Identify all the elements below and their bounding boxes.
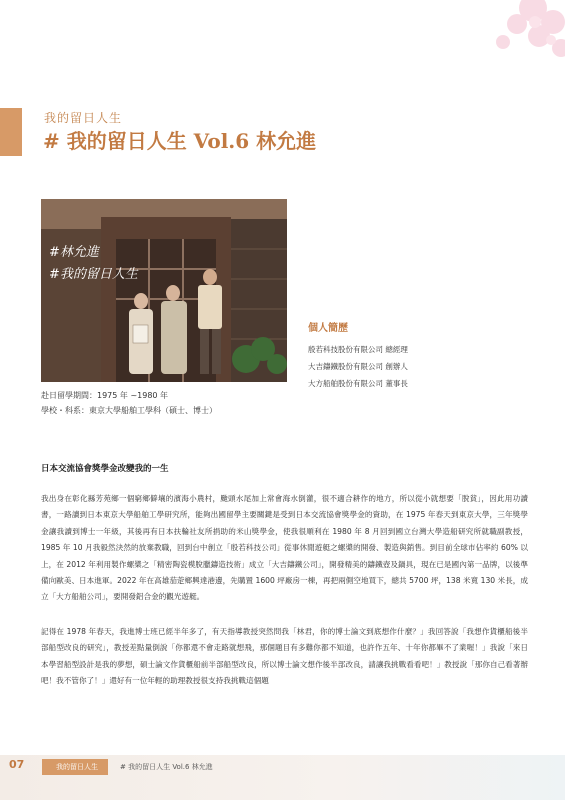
profile-item: 大方船舶股份有限公司 董事長: [308, 379, 408, 388]
profile-item: 殷若科技股份有限公司 總經理: [308, 345, 408, 354]
header-kicker: 我的留日人生: [44, 111, 123, 125]
profile-box: [308, 319, 408, 392]
article-paragraph-2: 記得在 1978 年春天，我進博士班已經半年多了，有天指導教授突然問我「林君，你的博士論文到底想作什麼？」我回答說「我想作貨櫃船後半部船型改良的研究」，教授差點量倒說「你都還不會走路就想飛，那個題目有多難你都不知道，也許作五年、十年你都畢不了業喔！」我說「來日本學習船型設計是我的夢想，碩士論文作貨櫃船前半部船型改良，所以博士論文想作後半部改良，請讓我挑戰看看吧！」教授說「那你自己看著辦吧！我不管你了！」還好有一位年輕的助理教授很支持我挑戰這個題: [41, 627, 528, 686]
page-title: # 我的留日人生 Vol.6 林允進: [43, 129, 317, 153]
profile-item: 大吉鑄鐵股份有限公司 創辦人: [308, 362, 408, 371]
article-paragraph-1: 我出身在彰化縣芳苑鄉一個窮鄉僻壤的濱海小農村，颱頭水尾加上常會海水倒灌，很不適合耕作的地方，所以從小就想要「脫貧」，因此用功讀書，一路讀到日本東京大學船舶工學研究所，能夠出國留學主要關鍵是受到日本交流協會獎學金的資助，在 1975 年春天到東京大學，三年獎學金讓我讀到博士一年級，其後再有日本扶輪社友所捐助的米山獎學金，使我很順利在 1980 年 8 月回到國立台灣大學造船研究所就職副教授，1985 年 10 月我毅然決然的放棄教職，回到台中創立「殷若科技公司」從事休閒遊艇之螺槳的開發、製造與銷售。到目前全球市佔率約 60% 以上，在 2012 年利用製作螺槳之「精密陶瓷模脫臘鑄造技術」成立「大吉鑄鐵公司」，開發精美的鑄鐵壺及鍋具，現在已是國內第一品牌，以後準備向歐美、日本進軍。2022 年在高雄茄萣鄉興達港邊，先購置 1600 坪廠房一棟，再把兩側空地買下，總共 5700 坪，138 米寬 130 米長，成立「大方船舶公司」，要開發鋁合金的觀光遊艇。: [41, 494, 528, 602]
section-heading: 日本交流協會獎學金改變我的一生: [41, 464, 169, 474]
header-accent-bar: [0, 108, 22, 156]
photo-handwriting-2: #我的留日人生: [49, 267, 138, 282]
family-photo: [41, 199, 287, 382]
photo-handwriting-1: #林允進: [49, 245, 99, 260]
footer-section-label: 我的留日人生: [56, 763, 98, 771]
study-meta: [41, 388, 217, 418]
footer-article-title: # 我的留日人生 Vol.6 林允進: [120, 763, 213, 771]
study-period: 赴日留學期間：1975 年 ~1980 年: [41, 391, 169, 400]
study-school: 學校・科系：東京大學船舶工學科（碩士、博士）: [41, 406, 217, 415]
profile-heading: 個人簡歷: [308, 323, 348, 334]
cherry-blossom-decoration: [415, 0, 565, 70]
page-number: 07: [9, 758, 25, 771]
